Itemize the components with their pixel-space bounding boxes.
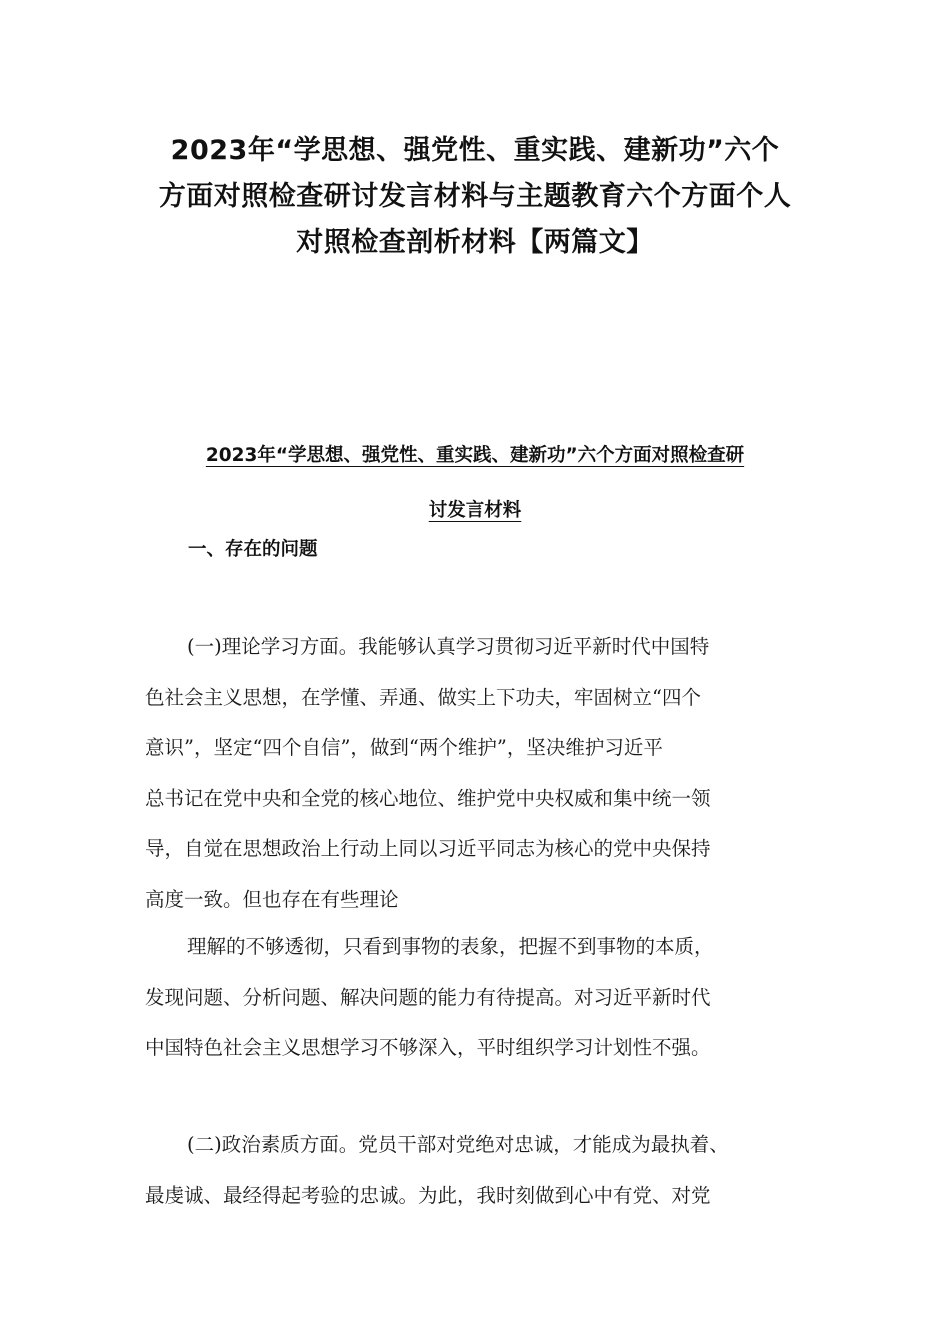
article-title-line: 讨发言材料: [428, 500, 522, 521]
paragraph-line: (二)政治素质方面。党员干部对党绝对忠诚，才能成为最执着、: [187, 1133, 729, 1156]
paragraph-line: 最虔诚、最经得起考验的忠诚。为此，我时刻做到心中有党、对党: [145, 1183, 711, 1207]
paragraph-line: 色社会主义思想，在学懂、弄通、做实上下功夫，牢固树立“四个: [145, 685, 701, 709]
paragraph-line: 发现问题、分析问题、解决问题的能力有待提高。对习近平新时代: [145, 985, 711, 1009]
article-title-line: 2023年“学思想、强党性、重实践、建新功”六个方面对照检查研: [205, 445, 745, 466]
paragraph-theory-continued: [145, 922, 815, 1074]
article-title: [140, 428, 810, 538]
paragraph-line: 总书记在党中央和全党的核心地位、维护党中央权威和集中统一领: [145, 786, 711, 810]
paragraph-line: 中国特色社会主义思想学习不够深入，平时组织学习计划性不强。: [145, 1036, 711, 1059]
title-line: 方面对照检查研讨发言材料与主题教育六个方面个人: [158, 181, 792, 212]
paragraph-line: 意识”，坚定“四个自信”，做到“两个维护”，坚决维护习近平: [145, 736, 663, 759]
paragraph-line: 导，自觉在思想政治上行动上同以习近平同志为核心的党中央保持: [145, 837, 711, 860]
paragraph-theory-study: [145, 622, 815, 925]
document-title: [140, 128, 810, 266]
paragraph-political-quality: [145, 1120, 815, 1221]
paragraph-line: 高度一致。但也存在有些理论: [145, 887, 399, 911]
title-line: 2023年“学思想、强党性、重实践、建新功”六个: [170, 135, 780, 166]
paragraph-line: (一)理论学习方面。我能够认真学习贯彻习近平新时代中国特: [187, 635, 710, 658]
section-heading: 一、存在的问题: [188, 539, 318, 560]
title-line: 对照检查剖析材料【两篇文】: [296, 227, 654, 258]
paragraph-line: 理解的不够透彻，只看到事物的表象，把握不到事物的本质，: [187, 935, 714, 958]
